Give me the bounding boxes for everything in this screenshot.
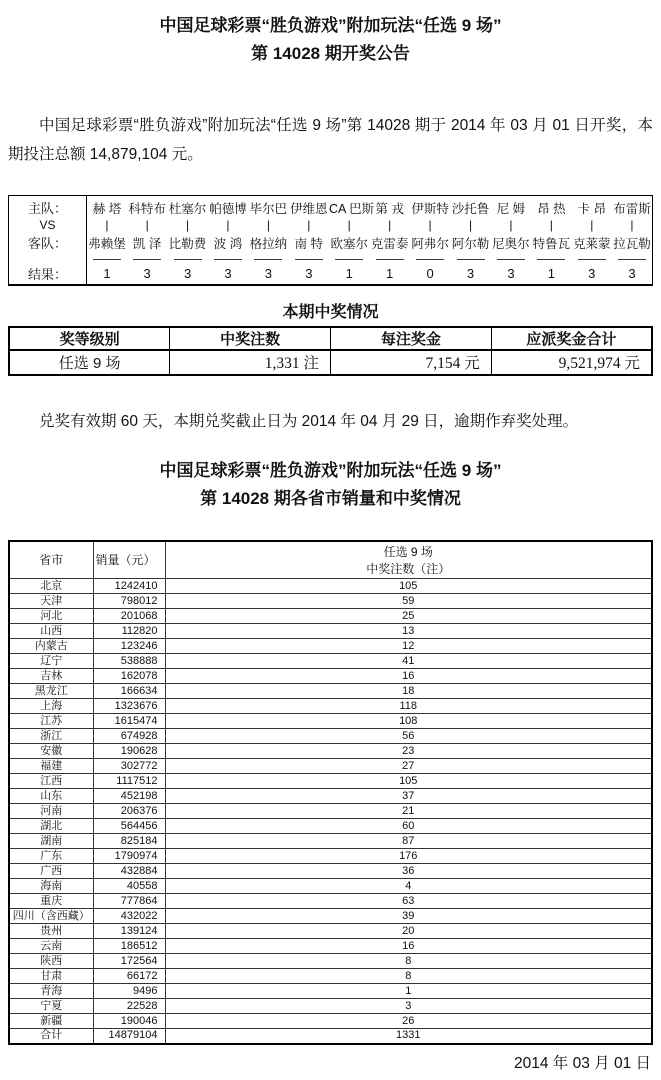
vs-separator: | <box>630 217 634 232</box>
underline-cell <box>410 253 450 264</box>
prize-total-cell: 9,521,974 元 <box>491 350 652 375</box>
province-cell: 河南 <box>9 804 93 819</box>
underline-cell <box>248 253 288 264</box>
page-title <box>8 12 653 68</box>
province-cell: 江苏 <box>9 714 93 729</box>
table-row <box>9 579 652 594</box>
wins-cell: 56 <box>165 729 652 744</box>
table-row <box>9 609 652 624</box>
wins-cell: 87 <box>165 834 652 849</box>
underline-cell <box>491 253 531 264</box>
sales-cell: 798012 <box>93 594 165 609</box>
result-cell: 1 <box>103 266 111 281</box>
sales-cell: 172564 <box>93 954 165 969</box>
sales-cell: 452198 <box>93 789 165 804</box>
wins-cell: 13 <box>165 624 652 639</box>
dash-rule <box>537 259 565 260</box>
prize-level-cell: 任选 9 场 <box>9 350 170 375</box>
province-cell: 福建 <box>9 759 93 774</box>
sales-cell: 112820 <box>93 624 165 639</box>
underline-cell <box>450 253 490 264</box>
table-row <box>9 849 652 864</box>
sales-cell: 1117512 <box>93 774 165 789</box>
result-cell: 1 <box>547 266 555 281</box>
home-team-cell: 赫 塔 <box>92 201 122 216</box>
sales-cell: 206376 <box>93 804 165 819</box>
sales-cell: 777864 <box>93 894 165 909</box>
table-row <box>9 684 652 699</box>
province-cell: 山西 <box>9 624 93 639</box>
vs-separator: | <box>468 217 473 232</box>
result-cell: 3 <box>264 266 273 281</box>
dash-rule <box>457 259 485 260</box>
dash-rule <box>214 259 242 260</box>
vs-separator: | <box>428 217 432 232</box>
province-cell: 新疆 <box>9 1014 93 1029</box>
separator-row-label <box>9 253 87 264</box>
province-header: 省市 <box>9 541 93 579</box>
province-cell: 河北 <box>9 609 93 624</box>
table-row <box>9 939 652 954</box>
wins-cell: 16 <box>165 669 652 684</box>
home-team-cell: 科特布 <box>128 201 166 216</box>
home-team-row <box>9 196 653 217</box>
underline-cell <box>127 253 167 264</box>
table-row <box>9 594 652 609</box>
vs-separator: | <box>347 217 351 232</box>
home-team-cell: 杜塞尔 <box>168 201 207 216</box>
sales-cell: 538888 <box>93 654 165 669</box>
province-cell: 甘肃 <box>9 969 93 984</box>
province-cell: 陕西 <box>9 954 93 969</box>
vs-separator: | <box>185 217 190 232</box>
wins-cell: 16 <box>165 939 652 954</box>
wins-cell: 60 <box>165 819 652 834</box>
prize-header-row <box>9 327 652 350</box>
vs-separator: | <box>226 217 230 232</box>
sales-cell: 166634 <box>93 684 165 699</box>
province-cell: 广西 <box>9 864 93 879</box>
home-team-cell: 第 戎 <box>375 201 404 216</box>
sales-header: 销量（元） <box>93 541 165 579</box>
away-team-cell: 尼奥尔 <box>492 236 530 251</box>
prize-header-level: 奖等级别 <box>9 327 170 350</box>
table-row <box>9 714 652 729</box>
home-team-cell: 伊维恩 <box>290 201 328 216</box>
redeem-notice: 兑奖有效期 60 天，本期兑奖截止日为 2014 年 04 月 29 日，逾期作弃奖处理。 <box>39 412 579 430</box>
vs-separator: | <box>145 217 149 232</box>
sales-cell: 1242410 <box>93 579 165 594</box>
home-team-cell: 毕尔巴 <box>249 201 288 216</box>
underline-cell <box>369 253 409 264</box>
table-row <box>9 924 652 939</box>
province-cell: 青海 <box>9 984 93 999</box>
table-row <box>9 984 652 999</box>
underline-cell <box>572 253 612 264</box>
province-cell: 湖南 <box>9 834 93 849</box>
wins-cell: 176 <box>165 849 652 864</box>
table-row <box>9 759 652 774</box>
away-team-cell: 凯 泽 <box>132 236 162 251</box>
result-cell: 3 <box>507 266 515 281</box>
province-cell: 云南 <box>9 939 93 954</box>
issue-date: 2014 年 03 月 01 日 <box>514 1054 651 1072</box>
underline-cell <box>612 253 653 264</box>
dash-rule <box>133 259 161 260</box>
province-cell: 湖北 <box>9 819 93 834</box>
sales-cell: 22528 <box>93 999 165 1014</box>
wins-cell: 18 <box>165 684 652 699</box>
underline-cell <box>531 253 571 264</box>
dash-rule <box>93 259 121 260</box>
table-row <box>9 894 652 909</box>
underline-cell <box>87 253 127 264</box>
sales-cell: 674928 <box>93 729 165 744</box>
underline-cell <box>289 253 329 264</box>
separator-row <box>9 253 653 264</box>
province-cell: 山东 <box>9 789 93 804</box>
sales-cell: 302772 <box>93 759 165 774</box>
province-header-row <box>9 541 652 579</box>
prize-value-row <box>9 350 652 375</box>
sales-cell: 66172 <box>93 969 165 984</box>
sales-cell: 1323676 <box>93 699 165 714</box>
sales-cell: 14879104 <box>93 1029 165 1044</box>
sales-cell: 1790974 <box>93 849 165 864</box>
province-title-line2: 第 14028 期各省市销量和中奖情况 <box>200 488 461 508</box>
wins-cell: 108 <box>165 714 652 729</box>
sales-cell: 9496 <box>93 984 165 999</box>
result-cell: 3 <box>305 266 313 281</box>
away-team-cell: 比勒费 <box>168 236 207 251</box>
province-cell: 内蒙古 <box>9 639 93 654</box>
table-row <box>9 969 652 984</box>
result-cell: 3 <box>224 266 232 281</box>
home-team-cell: 帕德博 <box>209 201 247 216</box>
province-cell: 海南 <box>9 879 93 894</box>
wins-cell: 59 <box>165 594 652 609</box>
vs-separator: | <box>105 217 109 232</box>
result-cell: 3 <box>143 266 151 281</box>
away-team-cell: 克莱蒙 <box>573 236 611 251</box>
result-cell: 0 <box>426 266 434 281</box>
wins-cell: 1 <box>165 984 652 999</box>
vs-separator: | <box>590 217 594 232</box>
result-cell: 3 <box>588 266 596 281</box>
province-cell: 四川（含西藏） <box>9 909 93 924</box>
result-cell: 3 <box>183 266 192 281</box>
sales-cell: 190046 <box>93 1014 165 1029</box>
sales-cell: 564456 <box>93 819 165 834</box>
home-team-cell: 布雷斯 <box>613 201 651 216</box>
province-cell: 浙江 <box>9 729 93 744</box>
sales-cell: 190628 <box>93 744 165 759</box>
vs-separator: | <box>549 217 553 232</box>
province-cell: 安徽 <box>9 744 93 759</box>
prize-per-cell: 7,154 元 <box>331 350 492 375</box>
table-row <box>9 999 652 1014</box>
dash-rule <box>254 259 282 260</box>
prize-header-total: 应派奖金合计 <box>491 327 652 350</box>
province-title-line1: 中国足球彩票“胜负游戏”附加玩法“任选 9 场” <box>159 460 502 480</box>
province-sales-table <box>8 540 653 1045</box>
table-row <box>9 879 652 894</box>
dash-rule <box>416 259 444 260</box>
match-results-table <box>8 195 653 286</box>
table-row <box>9 654 652 669</box>
sales-cell: 123246 <box>93 639 165 654</box>
table-row <box>9 864 652 879</box>
away-team-cell: 拉瓦勒 <box>613 236 651 251</box>
dash-rule <box>497 259 525 260</box>
prize-count-cell: 1,331 注 <box>170 350 331 375</box>
home-team-cell: 伊斯特 <box>411 201 449 216</box>
wins-cell: 1331 <box>165 1029 652 1044</box>
province-cell: 上海 <box>9 699 93 714</box>
province-cell: 宁夏 <box>9 999 93 1014</box>
underline-cell <box>208 253 248 264</box>
away-row-label: 客队： <box>9 233 87 253</box>
wins-cell: 118 <box>165 699 652 714</box>
result-row <box>9 264 653 285</box>
away-team-row <box>9 233 653 253</box>
away-team-cell: 波 鸿 <box>213 236 243 251</box>
wins-cell: 21 <box>165 804 652 819</box>
wins-cell: 20 <box>165 924 652 939</box>
away-team-cell: 阿弗尔 <box>411 236 449 251</box>
sales-cell: 1615474 <box>93 714 165 729</box>
dash-rule <box>295 259 323 260</box>
table-row <box>9 909 652 924</box>
home-team-cell: 卡 昂 <box>577 201 607 216</box>
away-team-cell: 弗赖堡 <box>88 236 126 251</box>
home-team-cell: 昂 热 <box>537 201 566 216</box>
dash-rule <box>618 259 646 260</box>
sales-cell: 162078 <box>93 669 165 684</box>
prize-table <box>8 326 653 376</box>
province-cell: 北京 <box>9 579 93 594</box>
page-title-line1: 中国足球彩票“胜负游戏”附加玩法“任选 9 场” <box>159 16 502 35</box>
away-team-cell: 阿尔勒 <box>451 236 490 251</box>
sales-cell: 432022 <box>93 909 165 924</box>
province-cell: 贵州 <box>9 924 93 939</box>
vs-row-label: VS <box>9 217 87 233</box>
prize-section-title: 本期中奖情况 <box>282 303 379 321</box>
vs-separator: | <box>509 217 513 232</box>
dash-rule <box>376 259 404 260</box>
wins-cell: 8 <box>165 954 652 969</box>
wins-cell: 105 <box>165 579 652 594</box>
dash-rule <box>578 259 606 260</box>
wins-cell: 39 <box>165 909 652 924</box>
result-cell: 3 <box>466 266 475 281</box>
table-row <box>9 639 652 654</box>
wins-cell: 105 <box>165 774 652 789</box>
vs-separator: | <box>388 217 392 232</box>
prize-header-per-prize: 每注奖金 <box>331 327 492 350</box>
sales-cell: 825184 <box>93 834 165 849</box>
table-row <box>9 834 652 849</box>
wins-cell: 3 <box>165 999 652 1014</box>
wins-header <box>165 541 652 579</box>
table-row <box>9 1014 652 1029</box>
province-cell: 广东 <box>9 849 93 864</box>
result-cell: 3 <box>628 266 636 281</box>
province-cell: 吉林 <box>9 669 93 684</box>
sales-cell: 139124 <box>93 924 165 939</box>
underline-cell <box>329 253 369 264</box>
wins-cell: 27 <box>165 759 652 774</box>
table-row <box>9 669 652 684</box>
wins-header-line2: 中奖注数（注） <box>366 561 451 576</box>
away-team-cell: 特鲁瓦 <box>532 236 571 251</box>
wins-cell: 41 <box>165 654 652 669</box>
sales-cell: 40558 <box>93 879 165 894</box>
table-row <box>9 804 652 819</box>
vs-row <box>9 217 653 233</box>
home-team-cell: CA 巴斯 <box>329 201 375 216</box>
result-cell: 1 <box>345 266 353 281</box>
wins-cell: 12 <box>165 639 652 654</box>
table-row <box>9 774 652 789</box>
intro-paragraph: 中国足球彩票“胜负游戏”附加玩法“任选 9 场”第 14028 期于 2014 年 03 月 01 日开奖，本期投注总额 14,879,104 元。 <box>8 117 653 163</box>
province-cell: 合计 <box>9 1029 93 1044</box>
province-cell: 重庆 <box>9 894 93 909</box>
wins-cell: 63 <box>165 894 652 909</box>
table-row <box>9 954 652 969</box>
home-team-cell: 尼 姆 <box>496 201 526 216</box>
home-team-cell: 沙托鲁 <box>451 201 490 216</box>
wins-cell: 36 <box>165 864 652 879</box>
wins-cell: 37 <box>165 789 652 804</box>
table-row <box>9 729 652 744</box>
province-cell: 黑龙江 <box>9 684 93 699</box>
dash-rule <box>174 259 202 260</box>
wins-cell: 8 <box>165 969 652 984</box>
table-row <box>9 744 652 759</box>
prize-header-count: 中奖注数 <box>170 327 331 350</box>
table-row <box>9 699 652 714</box>
province-cell: 江西 <box>9 774 93 789</box>
wins-cell: 25 <box>165 609 652 624</box>
away-team-cell: 格拉纳 <box>249 236 288 251</box>
away-team-cell: 欧塞尔 <box>330 236 368 251</box>
province-section-title <box>8 457 653 513</box>
sales-cell: 201068 <box>93 609 165 624</box>
wins-header-line1: 任选 9 场 <box>383 544 433 559</box>
result-cell: 1 <box>386 266 394 281</box>
result-row-label: 结果： <box>9 264 87 285</box>
away-team-cell: 南 特 <box>294 236 324 251</box>
province-cell: 天津 <box>9 594 93 609</box>
wins-cell: 23 <box>165 744 652 759</box>
table-row <box>9 1029 652 1044</box>
vs-separator: | <box>266 217 270 232</box>
home-row-label: 主队： <box>9 196 87 217</box>
wins-cell: 4 <box>165 879 652 894</box>
table-row <box>9 789 652 804</box>
wins-cell: 26 <box>165 1014 652 1029</box>
sales-cell: 186512 <box>93 939 165 954</box>
dash-rule <box>335 259 363 260</box>
page-title-line2: 第 14028 期开奖公告 <box>251 44 410 63</box>
underline-cell <box>167 253 207 264</box>
province-cell: 辽宁 <box>9 654 93 669</box>
sales-cell: 432884 <box>93 864 165 879</box>
table-row <box>9 624 652 639</box>
table-row <box>9 819 652 834</box>
away-team-cell: 克雷泰 <box>370 236 409 251</box>
vs-separator: | <box>307 217 311 232</box>
